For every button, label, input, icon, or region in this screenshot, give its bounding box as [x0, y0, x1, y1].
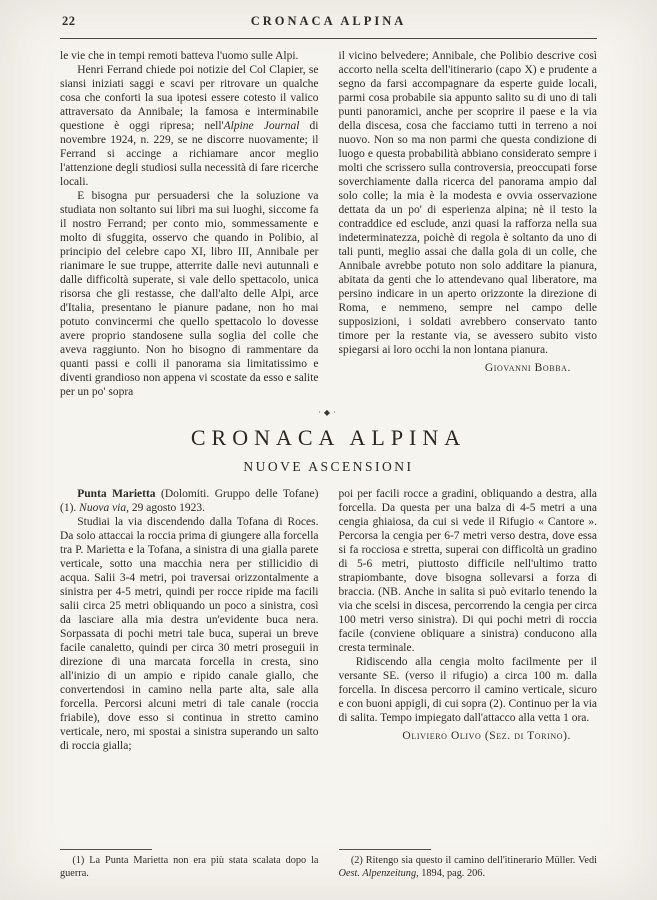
paragraph-text: , 29 agosto 1923. [126, 502, 206, 514]
footnote-rule [339, 849, 431, 850]
page-header [60, 14, 597, 34]
footnote-rule [60, 849, 152, 850]
lead-paragraph [60, 487, 319, 515]
footnote-block [339, 841, 598, 880]
paragraph: Ridiscendo alla cengia molto facilmente per il versante SE. (verso il rifugio) a circa 100 m. dalla forcella. In discesa percorro il camino verticale, sicuro e con buoni appigli, di cui sopra (2). Continuo per la via di salita. Tempo impiegato dall'attacco alla vetta 1 ora. [338, 656, 597, 724]
ascensioni-right-column [339, 487, 598, 880]
paragraph: poi per facili rocce a gradini, obliquando a destra, alla forcella. Da questa per una balza di 4-5 metri a una cengia ghiaiosa, da cui si vede il Rifugio « Cantore ». Percorsa la cengia per 6-7 metri verso destra, dove essa si fa rocciosa e stretta, superai con difficoltà un gradino di 5-6 metri, piuttosto difficile nell'ultimo tratto strapiombante, dove bisogna sollevarsi a forza di braccia. (NB. Anche in salita si può evitarlo tenendo la via che scelsi in discesa, percorrendo la cengia per circa 100 metri verso sinistra). Di qui pochi metri di roccia facile (conviene obliquare a sinistra) conducono alla cresta terminale. [338, 488, 597, 654]
footnote-text: , 1894, pag. 206. [416, 868, 486, 879]
footnote: (1) La Punta Marietta non era più stata scalata dopo la guerra. [60, 855, 319, 879]
article-left-column [60, 49, 319, 399]
article-annibale [60, 49, 597, 399]
page-number: 22 [62, 14, 76, 28]
section-title: CRONACA ALPINA [190, 425, 467, 450]
paragraph: il vicino belvedere; Annibale, che Polibio descrive così accorto nella scelta dell'itinerario (capo X) e prudente a segno da farsi accompagnare da esperte guide locali, parmi cosa probabile sia appunto salito su di uno di tali punti panoramici, anche per scoprire il paese e la via della discesa, cosa che facciamo tutti in terreno a noi nuovo. Non so ma non parmi che questa condizione di luogo e questa probabilità abbiano considerato sempre i molti che scrissero sulla controversia, preoccupati forse soverchiamente dalla ricerca del panorama ampio dal solo colle; la mia è la modesta e ovvia osservazione dettata da un po' di esperienza alpina; nè il testo la contraddice ed esclude, anzi quasi la rafforza nella sua indeterminatezza, poichè di regola è soltanto da uno di tali punti, meglio assai che dalla gola di un colle, che Annibale avrebbe potuto non solo additare la pianura, abitata da genti che lo attendevano qual liberatore, ma persino indicare in un aperto orizzonte la direzione di Roma, e nemmeno, sempre nel campo delle supposizioni, i soldati avrebbero conservato tanto timore per la restante via, se avessero subito visto spiegarsi ai loro occhi la non lontana pianura. [338, 50, 597, 356]
paragraph: Studiai la via discendendo dalla Tofana di Roces. Da solo attaccai la roccia prima di giungere alla forcella tra P. Marietta e la Tofana, a sinistra di una gialla parete verticale, sotto una macchia nera per stillicidio di acqua. Salii 3-4 metri, poi traversai orizzontalmente a sinistra per 4-5 metri, quindi per rocce ripide ma facili salii circa 25 metri obliquando un poco a sinistra, così da lasciare alla mia destra un'evidente buca nera. Sorpassata di pochi metri tale buca, superai un breve facile canaletto, quindi per circa 30 metri proseguii in direzione di una marcata forcella in cresta, sino all'inizio di un ampio e ripido canale giallo, che convertendosi in camino nella parte alta, sale alla forcella. Percorsi alcuni metri di tale canale (roccia friabile), dove esso si continua in stretto camino verticale, nero, mi spostai a sinistra superando un salto di roccia gialla; [60, 516, 319, 752]
author-signature: Giovanni Bobba. [484, 362, 571, 374]
route-type-italic: Nuova via [79, 502, 127, 514]
footnote-text: (2) Ritengo sia questo il camino dell'itinerario Müller. Vedi [350, 855, 597, 866]
author-signature: Oliviero Olivo (Sez. di Torino). [402, 730, 571, 742]
journal-title-italic: Alpine Journal [223, 120, 300, 132]
route-name-bold: Punta Marietta [77, 488, 156, 500]
article-right-column [339, 49, 598, 399]
footnote [339, 854, 598, 880]
paragraph-text: di novembre 1924, n. 229, se ne discorre nuovamente; il Ferrand si accinge a richiamare ancor meglio l'attenzione degli studiosi sulla necessità di fare ricerche locali. [60, 120, 319, 188]
ascensioni-left-column [60, 487, 319, 880]
paragraph-text: (Dolomiti. Gruppo delle Tofane) (1). [60, 488, 319, 514]
section-divider-ornament: ·◆· [318, 408, 339, 417]
paragraph-text: Henri Ferrand chiede poi notizie del Col Clapier, se siansi iniziati saggi e scavi per ritrovare un qualche cosa che conforti la sua ipotesi essere cotesto il valico attraversato da Annibale; la famosa e interminabile questione è oggi ripresa; nell' [60, 64, 319, 132]
footnote-block [60, 841, 319, 880]
running-title: CRONACA ALPINA [250, 14, 407, 28]
paragraph: le vie che in tempi remoti batteva l'uomo sulle Alpi. [60, 50, 299, 62]
paragraph [60, 63, 319, 189]
section-subtitle: NUOVE ASCENSIONI [243, 459, 414, 474]
nuove-ascensioni-section [60, 487, 597, 880]
header-rule [60, 38, 597, 39]
paragraph: E bisogna pur persuadersi che la soluzione va studiata non soltanto sui libri ma sui luoghi, siccome fa il nostro Ferrand; per conto mio, sommessamente e molto di sfuggita, osservo che quando in Polibio, al principio del celebre capo XI, libro III, Annibale per rianimare le sue truppe, atterrite dalle nevi autunnali e dalle difficoltà superate, si vale dello spettacolo, unica risorsa che gli restasse, che dall'alto delle Alpi, arce d'Italia, presentano le pianure padane, non ho mai potuto convincermi che quello spettacolo lo dovesse avere proprio standosene sulla soglia del colle che aveva raggiunto. Non ho bisogno di rammentare da quanti passi e colli il panorama sia limitatissimo e diventi grandioso non appena vi scostate da esso e salite per un po' sopra [60, 190, 319, 398]
publication-name-italic: Oest. Alpenzeitung [338, 868, 417, 879]
